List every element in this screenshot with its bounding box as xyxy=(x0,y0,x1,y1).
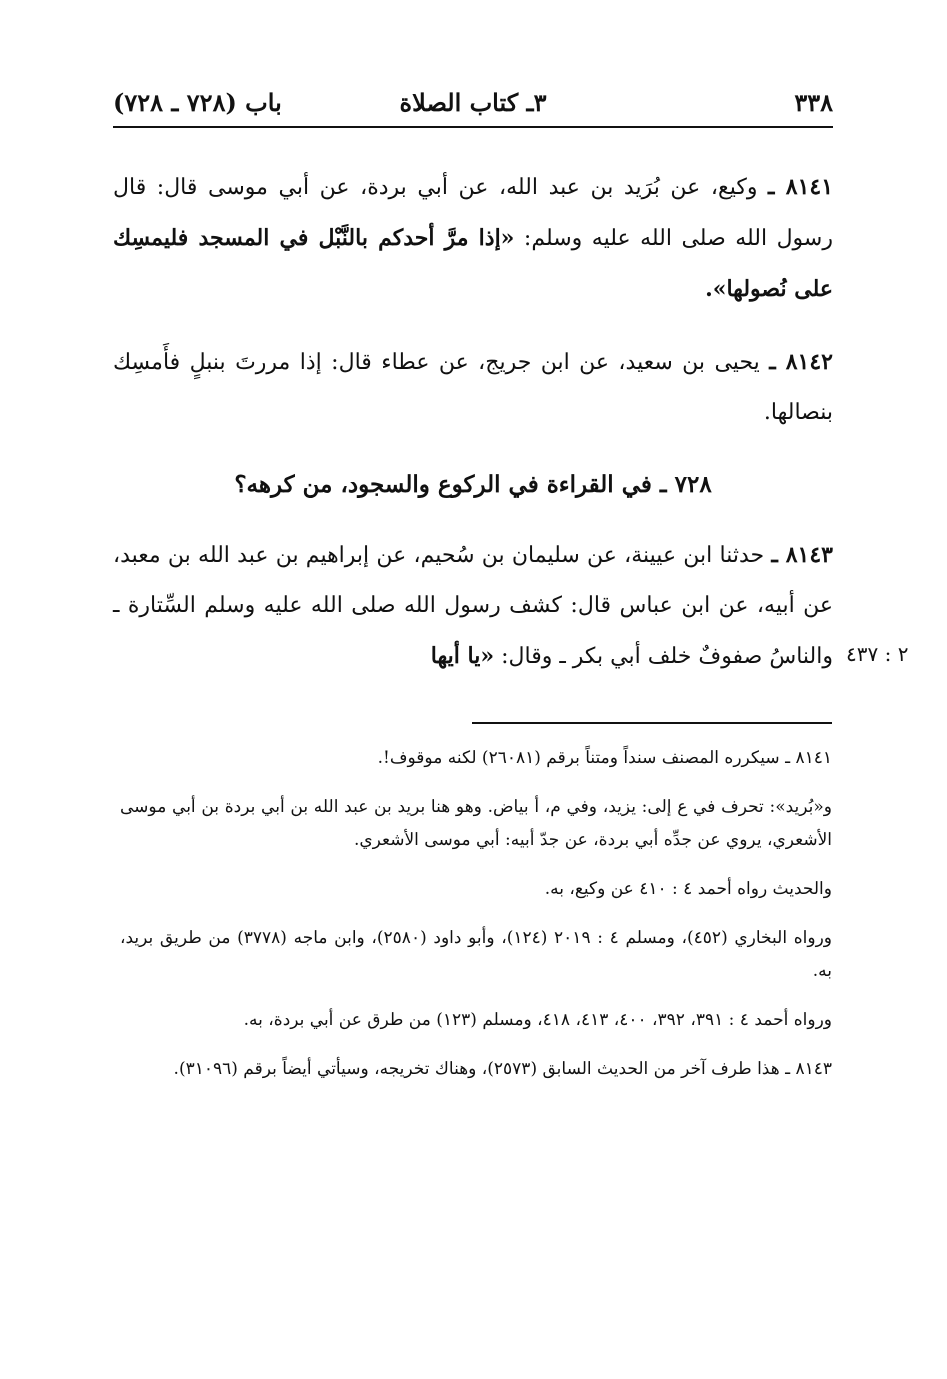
book-title: ٣ـ كتاب الصلاة xyxy=(399,88,547,117)
page-number: ٣٣٨ xyxy=(794,88,833,117)
hadith-8142 xyxy=(113,337,833,438)
footnote: و«بُريد»: تحرف في ع إلى: يزيد، وفي م، أ بياض. وهو هنا بريد بن عبد الله بن أبي بردة بن أبي موسى الأشعري، يروي عن جدِّه أبي بردة، عن جدّ أبيه: أبي موسى الأشعري. xyxy=(120,797,832,850)
hadith-number: ٨١٤٢ ـ xyxy=(769,349,833,375)
hadith-text: وكيع، عن بُرَيد بن عبد الله، عن أبي بردة، عن أبي موسى قال: قال رسول الله صلى الله عليه وسلم: xyxy=(113,175,833,251)
page-header xyxy=(113,80,833,128)
footnotes xyxy=(120,742,832,1102)
hadith-quote: «إذا مرَّ أحدكم بالنَّبْل في المسجد فليمسِك على نُصولها». xyxy=(113,225,833,302)
hadith-number: ٨١٤١ ـ xyxy=(768,174,834,200)
chapter-range: باب (٧٢٨ ـ ٧٢٨) xyxy=(113,88,282,117)
hadith-text: يحيى بن سعيد، عن ابن جريج، عن عطاء قال: إذا مررتَ بنبلٍ فأَمسِك بنصالها. xyxy=(113,350,833,425)
hadith-quote: «يا أيها xyxy=(430,643,495,669)
footnote: والحديث رواه أحمد ٤ : ٤١٠ عن وكيع، به. xyxy=(544,879,832,899)
hadith-text: حدثنا ابن عيينة، عن سليمان بن سُحيم، عن إبراهيم بن عبد الله بن معبد، عن أبيه، عن ابن عباس قال: كشف رسول الله صلى الله عليه وسلم السِّتارة ـ والناسُ صفوفٌ خلف أبي بكر ـ وقال: xyxy=(113,543,833,669)
footnote: ورواه البخاري (٤٥٢)، ومسلم ٤ : ٢٠١٩ (١٢٤)، وأبو داود (٢٥٨٠)، وابن ماجه (٣٧٧٨) من طريق بريد، به. xyxy=(120,928,832,981)
main-text xyxy=(113,162,833,704)
chapter-heading: ٧٢٨ ـ في القراءة في الركوع والسجود، من كرهه؟ xyxy=(234,471,712,498)
footnote-divider xyxy=(472,722,832,724)
margin-reference: ٢ : ٤٣٧ xyxy=(846,642,909,666)
hadith-8141 xyxy=(113,162,833,315)
hadith-number: ٨١٤٣ ـ xyxy=(771,542,833,568)
footnote: ٨١٤١ ـ سيكرره المصنف سنداً ومتناً برقم (٢٦٠٨١) لكنه موقوف!. xyxy=(377,748,832,768)
footnote: ٨١٤٣ ـ هذا طرف آخر من الحديث السابق (٢٥٧٣)، وهناك تخريجه، وسيأتي أيضاً برقم (٣١٠٩٦). xyxy=(173,1059,832,1079)
footnote: ورواه أحمد ٤ : ٣٩١، ٣٩٢، ٤٠٠، ٤١٣، ٤١٨، ومسلم (١٢٣) من طرق عن أبي بردة، به. xyxy=(243,1010,832,1030)
hadith-8143 xyxy=(113,530,833,682)
